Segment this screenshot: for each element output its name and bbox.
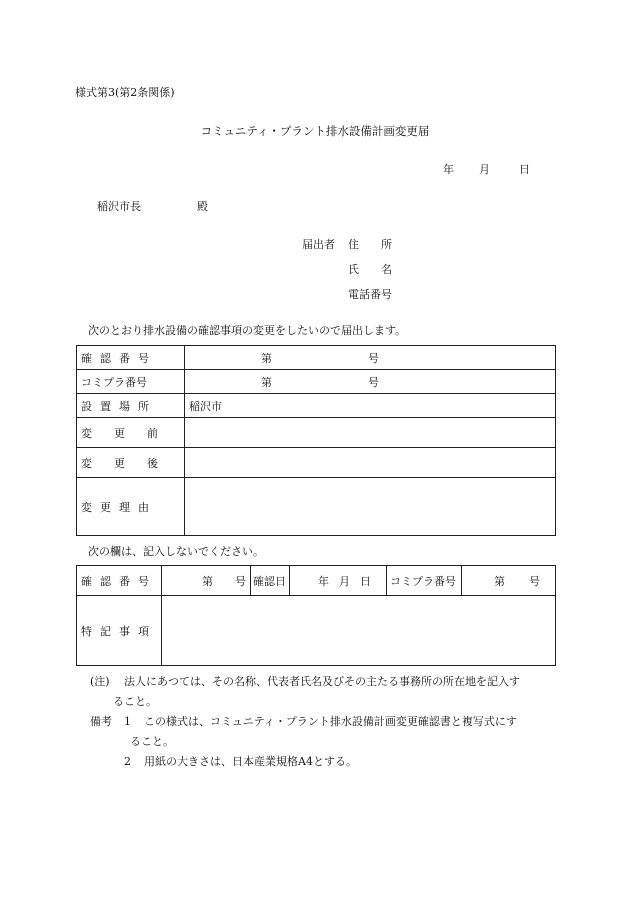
before-change-field[interactable] xyxy=(185,418,556,448)
table-row xyxy=(77,418,556,448)
addressee xyxy=(97,198,208,214)
date-line xyxy=(443,161,530,177)
applicant-phone-label: 電話番号 xyxy=(348,288,392,301)
row-label: 確認番号 xyxy=(77,346,185,370)
remarks-label: 備考 xyxy=(90,715,112,728)
installation-location-field[interactable]: 稲沢市 xyxy=(185,394,556,418)
table-row xyxy=(77,596,556,666)
applicant-label: 届出者 xyxy=(302,238,335,251)
row-label: 変更前 xyxy=(77,418,185,448)
table-row xyxy=(77,478,556,536)
office-confirm-date: 年 月 日 xyxy=(290,566,387,596)
office-confirm-number: 第 号 xyxy=(162,566,251,596)
after-change-field[interactable] xyxy=(185,448,556,478)
addressee-honorific: 殿 xyxy=(197,200,208,213)
date-day: 日 xyxy=(519,163,530,176)
office-use-note: 次の欄は、記入しないでください。 xyxy=(88,545,264,558)
table-row xyxy=(77,346,556,370)
intro-text: 次のとおり排水設備の確認事項の変更をしたいので届出します。 xyxy=(88,324,407,337)
remark-2-text: 用紙の大きさは、日本産業規格A4とする。 xyxy=(144,755,357,768)
row-label: 確認番号 xyxy=(77,566,162,596)
row-label: 設置場所 xyxy=(77,394,185,418)
comipla-number-field[interactable]: 第 号 xyxy=(185,370,556,394)
form-number: 様式第3(第2条関係) xyxy=(75,86,175,99)
addressee-name: 稲沢市長 xyxy=(97,200,141,213)
table-row xyxy=(77,566,556,596)
table-row xyxy=(77,394,556,418)
change-reason-field[interactable] xyxy=(185,478,556,536)
date-month: 月 xyxy=(479,163,490,176)
confirm-number-field[interactable]: 第 号 xyxy=(185,346,556,370)
note-line-1: 法人にあつては、その名称、代表者氏名及びその主たる事務所の所在地を記入す xyxy=(124,675,520,688)
note-label: (注) xyxy=(90,675,110,688)
remark-2-number: 2 xyxy=(124,755,131,768)
comipla-number-label: コミプラ番号 xyxy=(387,566,462,596)
change-details-table xyxy=(76,345,556,536)
remark-1-number: 1 xyxy=(124,715,131,728)
row-label: 特記事項 xyxy=(77,596,162,666)
applicant-name-label: 氏 名 xyxy=(348,263,392,276)
note-line-2: ること。 xyxy=(113,695,157,708)
applicant-address-label: 住 所 xyxy=(348,238,392,251)
table-row xyxy=(77,370,556,394)
row-label: コミプラ番号 xyxy=(77,370,185,394)
remark-1-line-2: ること。 xyxy=(130,735,174,748)
row-label: 変更後 xyxy=(77,448,185,478)
document-title: コミュニティ・プラント排水設備計画変更届 xyxy=(200,124,430,138)
special-notes-field xyxy=(162,596,556,666)
table-row xyxy=(77,448,556,478)
date-year: 年 xyxy=(443,163,454,176)
confirm-date-label: 確認日 xyxy=(251,566,290,596)
office-use-table xyxy=(76,565,556,666)
row-label: 変更理由 xyxy=(77,478,185,536)
remark-1-line-1: この様式は、コミュニティ・プラント排水設備計画変更確認書と複写式にす xyxy=(144,715,517,728)
office-comipla-number: 第 号 xyxy=(462,566,556,596)
